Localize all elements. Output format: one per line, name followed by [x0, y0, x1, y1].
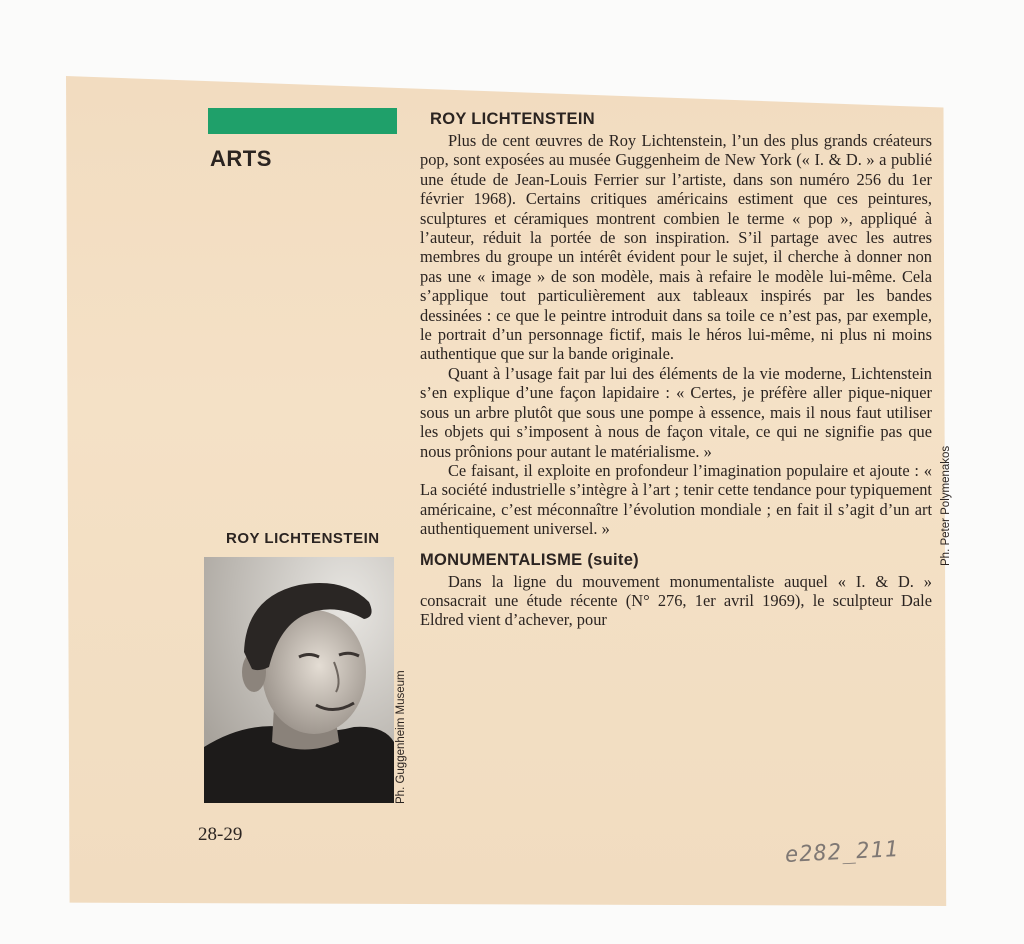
subhead-title: MONUMENTALISME	[420, 550, 583, 569]
photo-credit-guggenheim: Ph. Guggenheim Museum	[395, 670, 407, 804]
page-number: 28-29	[198, 824, 243, 845]
section-color-bar	[208, 108, 397, 134]
photo-caption: ROY LICHTENSTEIN	[226, 530, 380, 547]
article-headline: ROY LICHTENSTEIN	[430, 110, 595, 128]
article-paragraph-1: Plus de cent œuvres de Roy Lichtenstein, l’un des plus grands créateurs pop, sont exposées au musée Guggenheim de New York (« I. & D. » a publié une étude de Jean-Louis Ferrier sur l’artiste, dans son numéro 256 du 1er février 1968). Certains critiques américains estiment que ces peintures, sculptures et céramiques montrent combien le terme « pop », appliqué à l’auteur, réduit la portée de son inspiration. S’il partage avec les autres membres du groupe un intérêt évident pour le sujet, il cherche à donner non pas une « image » de son modèle, mais à refaire le modèle lui-même. Cela s’applique tout particulièrement aux tableaux inspirés par les bandes dessinées : ce que le peintre introduit dans sa toile ce n’est pas, par exemple, le portrait d’un personnage fictif, mais le héros lui-même, ni plus ni moins authentique que sur la bande originale.	[420, 131, 932, 364]
portrait-photo	[204, 557, 394, 803]
article	[420, 110, 932, 630]
article-paragraph-3: Ce faisant, il exploite en profondeur l’imagination populaire et ajoute : « La société industrielle s’intègre à l’art ; tenir cette tendance pour typiquement américaine, c’est méconnaître l’évolution mondiale ; en fait il s’agit d’un art authentiquement universel. »	[420, 460, 932, 539]
article-subhead	[420, 551, 932, 570]
article-paragraph-2: Quant à l’usage fait par lui des éléments de la vie moderne, Lichtenstein s’en explique d’une façon lapidaire : « Certes, je préfère aller pique-niquer sous un arbre plutôt que sous une pompe à essence, mais il nous faut utiliser les objets qui s’imposent à nous de façon vitale, ce qui ne signifie pas que nous prônions pour autant le matérialisme. »	[420, 363, 932, 461]
photo-credit-polymenakos: Ph. Peter Polymenakos	[940, 445, 952, 566]
handwritten-reference: e282_211	[784, 837, 900, 868]
article-continuation: Dans la ligne du mouvement monumentaliste auquel « I. & D. » consacrait une étude récente (N° 276, 1er avril 1969), le sculpteur Dale Eldred vient d’achever, pour	[420, 571, 932, 630]
portrait-image	[204, 557, 394, 803]
section-title: ARTS	[210, 146, 272, 171]
subhead-suffix: (suite)	[587, 550, 639, 569]
